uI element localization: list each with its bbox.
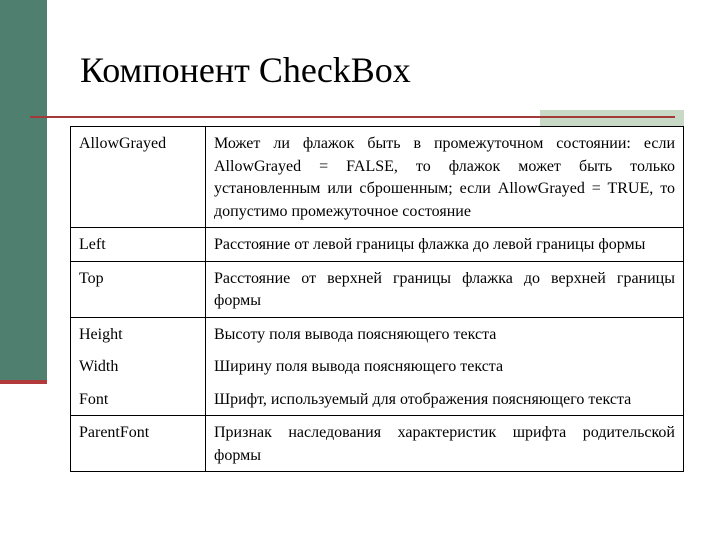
table-row — [71, 350, 684, 383]
property-description: Признак наследования характеристик шрифта родительской формы — [206, 416, 684, 472]
property-description: Расстояние от верхней границы флажка до верхней границы формы — [206, 261, 684, 317]
property-name: Top — [71, 261, 206, 317]
property-description: Расстояние от левой границы флажка до левой границы формы — [206, 228, 684, 262]
property-name: Width — [71, 350, 206, 383]
table-row — [71, 261, 684, 317]
property-description: Высоту поля вывода поясняющего текста — [206, 317, 684, 350]
property-description: Шрифт, используемый для отображения поясняющего текста — [206, 383, 684, 416]
table-row — [71, 228, 684, 262]
properties-table — [70, 126, 684, 472]
table-row — [71, 127, 684, 228]
title-underline — [30, 116, 675, 118]
left-bar-accent — [0, 380, 47, 384]
table-row — [71, 317, 684, 350]
property-name: ParentFont — [71, 416, 206, 472]
decorative-block — [540, 110, 684, 126]
table-row — [71, 383, 684, 416]
property-name: Left — [71, 228, 206, 262]
slide-title: Компонент CheckBox — [80, 50, 411, 90]
property-description: Ширину поля вывода поясняющего текста — [206, 350, 684, 383]
property-name: Height — [71, 317, 206, 350]
left-decorative-bar — [0, 0, 47, 383]
property-name: Font — [71, 383, 206, 416]
property-name: AllowGrayed — [71, 127, 206, 228]
table-row — [71, 416, 684, 472]
property-description: Может ли флажок быть в промежуточном состоянии: если AllowGrayed = FALSE, то флажок может быть только установленным или сброшенным; если AllowGrayed = TRUE, то допустимо промежуточное состояние — [206, 127, 684, 228]
